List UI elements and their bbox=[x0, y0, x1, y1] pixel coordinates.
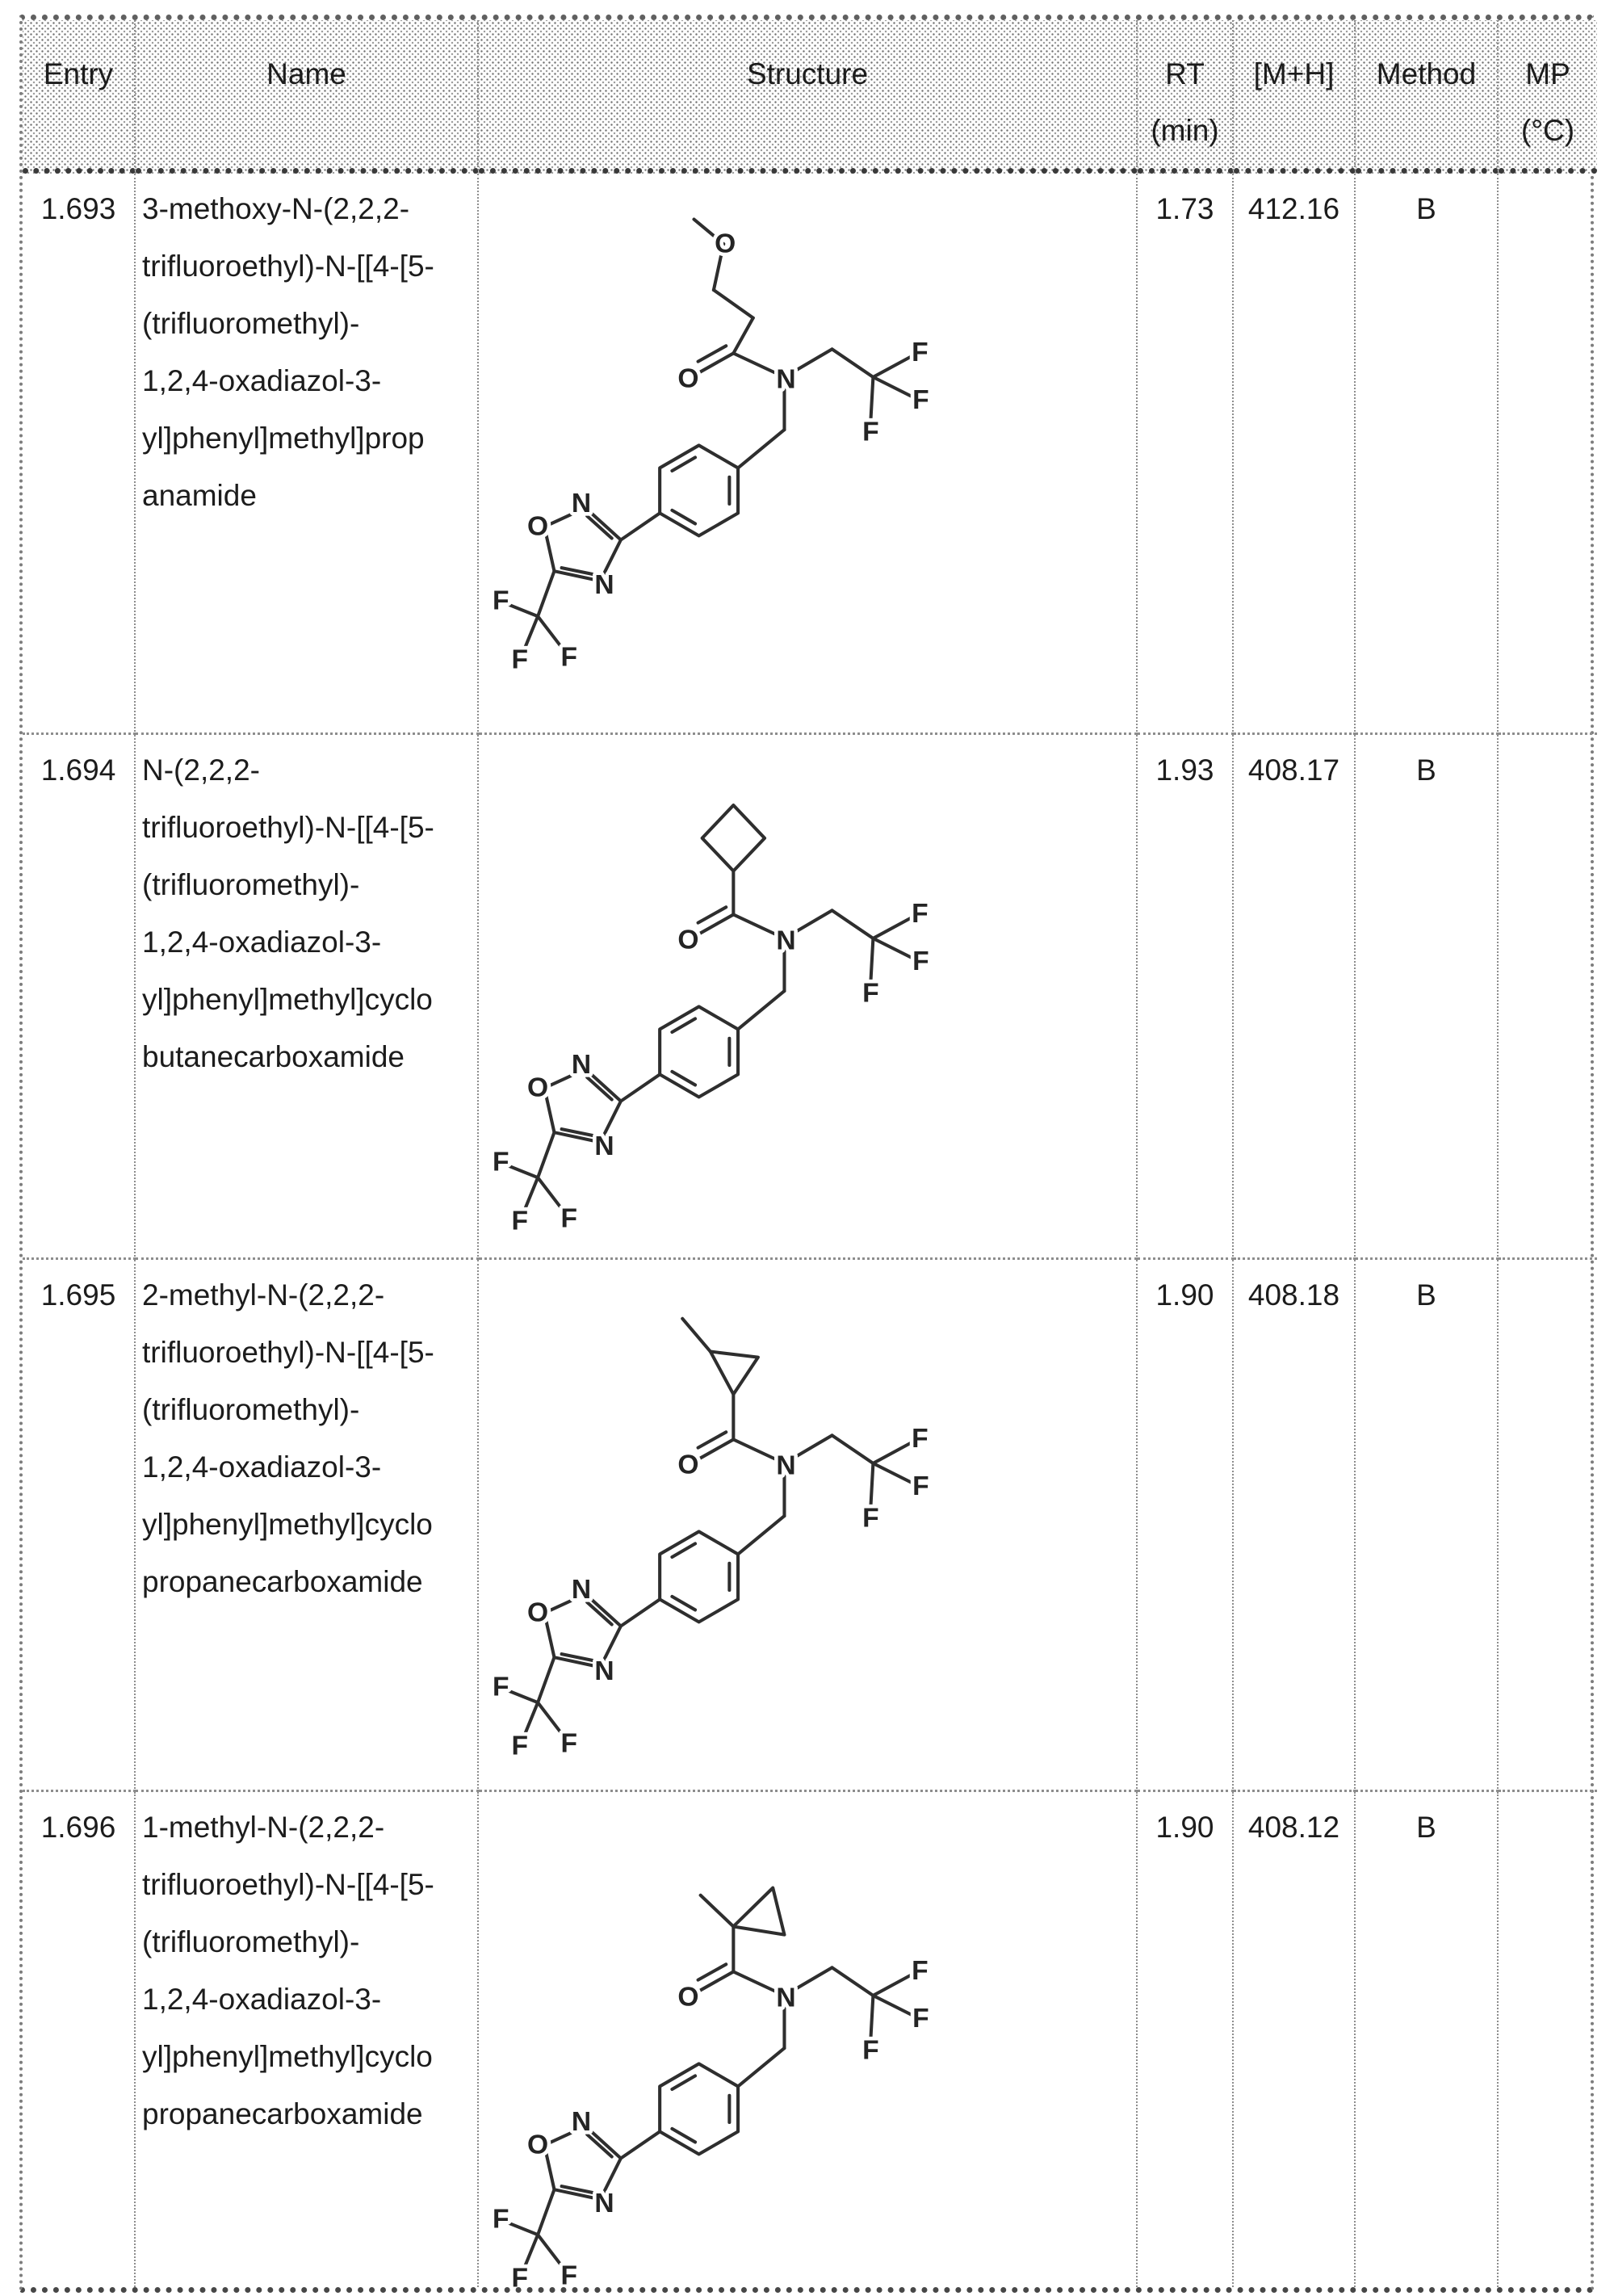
mh-cell: 408.12 bbox=[1234, 1792, 1356, 2287]
r-group-2-methylcyclopropyl bbox=[682, 1319, 758, 1440]
name-cell: N-(2,2,2- trifluoroethyl)-N-[[4-[5- (trifluoromethyl)- 1,2,4-oxadiazol-3- yl]phenyl]methyl]cyclo butanecarboxamide bbox=[136, 735, 479, 1260]
mp-cell bbox=[1499, 1792, 1597, 2287]
mp-cell bbox=[1499, 735, 1597, 1260]
rt-cell: 1.93 bbox=[1138, 735, 1234, 1260]
entry-cell: 1.695 bbox=[23, 1260, 136, 1792]
method-cell: B bbox=[1356, 174, 1499, 735]
mp-cell bbox=[1499, 1260, 1597, 1792]
entry-cell: 1.693 bbox=[23, 174, 136, 735]
structure-drawing bbox=[487, 201, 947, 695]
structure-drawing bbox=[487, 1287, 947, 1781]
col-header-rt: RT (min) bbox=[1138, 20, 1234, 174]
structure-drawing bbox=[487, 762, 947, 1256]
mh-cell: 408.18 bbox=[1234, 1260, 1356, 1792]
method-cell: B bbox=[1356, 735, 1499, 1260]
method-cell: B bbox=[1356, 1260, 1499, 1792]
rt-cell: 1.90 bbox=[1138, 1792, 1234, 2287]
mh-cell: 412.16 bbox=[1234, 174, 1356, 735]
rt-cell: 1.90 bbox=[1138, 1260, 1234, 1792]
entry-cell: 1.696 bbox=[23, 1792, 136, 2287]
structure-drawing bbox=[487, 1820, 947, 2287]
mh-cell: 408.17 bbox=[1234, 735, 1356, 1260]
structure-cell bbox=[479, 735, 1138, 1260]
col-header-mp: MP (°C) bbox=[1499, 20, 1597, 174]
r-group-methoxypropyl bbox=[694, 220, 753, 354]
structure-cell bbox=[479, 174, 1138, 735]
name-cell: 1-methyl-N-(2,2,2- trifluoroethyl)-N-[[4-[5- (trifluoromethyl)- 1,2,4-oxadiazol-3- yl]phenyl]methyl]cyclo propanecarboxamide bbox=[136, 1792, 479, 2287]
compound-table bbox=[19, 15, 1594, 2293]
method-cell: B bbox=[1356, 1792, 1499, 2287]
col-header-mh: [M+H] bbox=[1234, 20, 1356, 174]
mp-cell bbox=[1499, 174, 1597, 735]
structure-cell bbox=[479, 1792, 1138, 2287]
col-header-entry: Entry bbox=[23, 20, 136, 174]
col-header-name: Name bbox=[136, 20, 479, 174]
col-header-method: Method bbox=[1356, 20, 1499, 174]
r-group-1-methylcyclopropyl bbox=[701, 1888, 785, 1972]
name-cell: 3-methoxy-N-(2,2,2- trifluoroethyl)-N-[[4-[5- (trifluoromethyl)- 1,2,4-oxadiazol-3- yl]phenyl]methyl]prop anamide bbox=[136, 174, 479, 735]
structure-cell bbox=[479, 1260, 1138, 1792]
r-group-cyclobutyl bbox=[702, 805, 765, 914]
rt-cell: 1.73 bbox=[1138, 174, 1234, 735]
atom-label-methoxy-o: O bbox=[715, 229, 736, 259]
name-cell: 2-methyl-N-(2,2,2- trifluoroethyl)-N-[[4-[5- (trifluoromethyl)- 1,2,4-oxadiazol-3- yl]phenyl]methyl]cyclo propanecarboxamide bbox=[136, 1260, 479, 1792]
col-header-structure: Structure bbox=[479, 20, 1138, 174]
entry-cell: 1.694 bbox=[23, 735, 136, 1260]
